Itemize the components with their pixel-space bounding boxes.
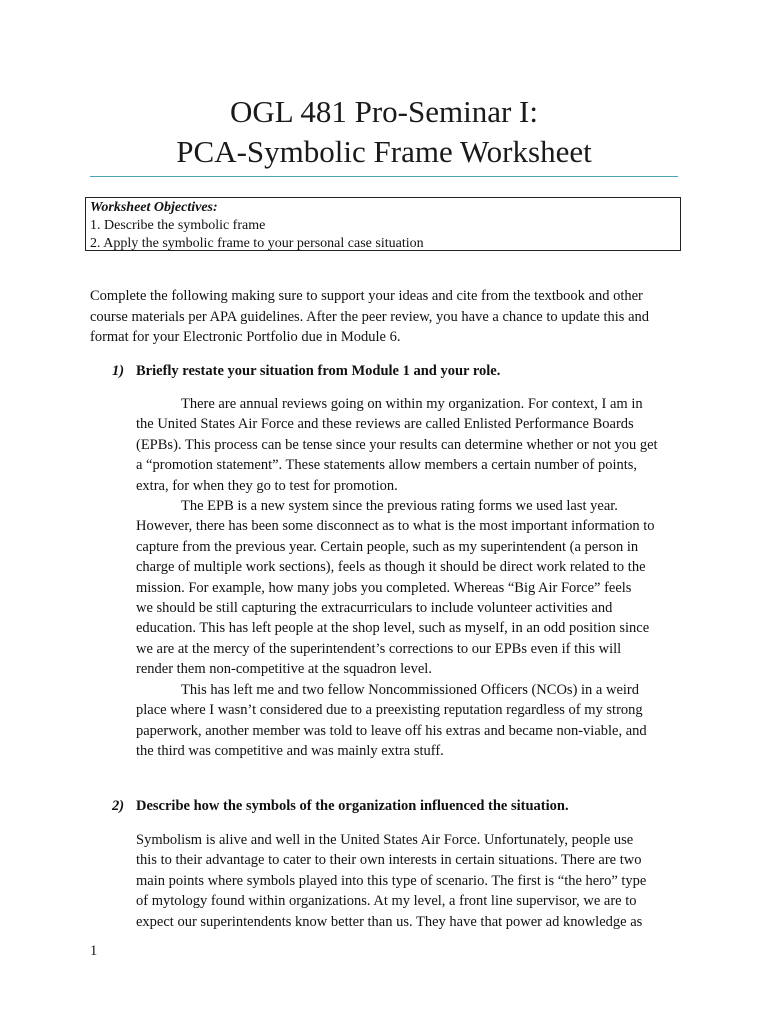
question-1-number: 1) <box>112 363 125 379</box>
answer-line: the United States Air Force and these reviews are called Enlisted Performance Boards <box>136 416 634 433</box>
answer-line: This has left me and two fellow Noncommissioned Officers (NCOs) in a weird <box>181 681 639 698</box>
answer-line: main points where symbols played into this type of scenario. The first is “the hero” type <box>136 872 647 889</box>
question-2-text: Describe how the symbols of the organization influenced the situation. <box>136 798 569 814</box>
intro-line: course materials per APA guidelines. After the peer review, you have a chance to update this and <box>90 308 650 325</box>
answer-line: place where I wasn’t considered due to a preexisting reputation regardless of my strong <box>136 702 643 719</box>
answer-line: of mytology found within organizations. At my level, a front line supervisor, we are to <box>136 893 637 910</box>
objectives-box <box>85 197 681 251</box>
answer-line: education. This has left people at the shop level, such as myself, in an odd position since <box>136 620 650 637</box>
page-title-line-2: PCA-Symbolic Frame Worksheet <box>176 134 592 169</box>
objective-item: 2. Apply the symbolic frame to your personal case situation <box>90 236 424 251</box>
question-2-number: 2) <box>112 798 125 814</box>
answer-line: this to their advantage to cater to their own interests in certain situations. There are two <box>136 852 642 869</box>
answer-line: However, there has been some disconnect as to what is the most important information to <box>136 518 655 535</box>
objectives-heading: Worksheet Objectives: <box>90 200 218 215</box>
answer-line: charge of multiple work sections), feels as though it should be direct work related to the <box>136 559 646 576</box>
answer-line: expect our superintendents know better than us. They have that power ad knowledge as <box>136 913 643 930</box>
answer-line: mission. For example, how many jobs you completed. Whereas “Big Air Force” feels <box>136 579 632 596</box>
objective-item: 1. Describe the symbolic frame <box>90 218 266 233</box>
answer-line: Symbolism is alive and well in the United States Air Force. Unfortunately, people use <box>136 832 634 848</box>
answer-line: we are at the mercy of the superintendent’s corrections to our EPBs even if this will <box>136 640 622 657</box>
question-1-text: Briefly restate your situation from Module 1 and your role. <box>136 363 501 379</box>
answer-line: the third was competitive and was mainly extra stuff. <box>136 742 444 759</box>
answer-line: we should be still capturing the extracurriculars to include volunteer activities and <box>136 600 613 617</box>
page-title-line-1: OGL 481 Pro-Seminar I: <box>230 94 538 129</box>
question-2 <box>112 796 569 816</box>
answer-line: extra, for when they go to test for promotion. <box>136 477 398 494</box>
answer-line: The EPB is a new system since the previous rating forms we used last year. <box>181 498 618 515</box>
answer-2 <box>136 830 696 932</box>
intro-line: Complete the following making sure to support your ideas and cite from the textbook and other <box>90 288 643 304</box>
title-divider <box>90 176 678 177</box>
answer-line: (EPBs). This process can be tense since your results can determine whether or not you get <box>136 436 658 453</box>
answer-line: a “promotion statement”. These statements allow members a certain number of points, <box>136 457 638 474</box>
answer-line: capture from the previous year. Certain people, such as my superintendent (a person in <box>136 538 639 555</box>
answer-line: paperwork, another member was told to leave off his extras and became non-viable, and <box>136 722 647 739</box>
answer-1 <box>136 394 696 761</box>
intro-paragraph <box>90 286 690 348</box>
answer-line: There are annual reviews going on within my organization. For context, I am in <box>181 396 643 412</box>
question-1 <box>112 361 500 381</box>
intro-line: format for your Electronic Portfolio due in Module 6. <box>90 329 401 345</box>
page-number: 1 <box>90 943 98 959</box>
answer-line: render them non-competitive at the squadron level. <box>136 661 432 678</box>
